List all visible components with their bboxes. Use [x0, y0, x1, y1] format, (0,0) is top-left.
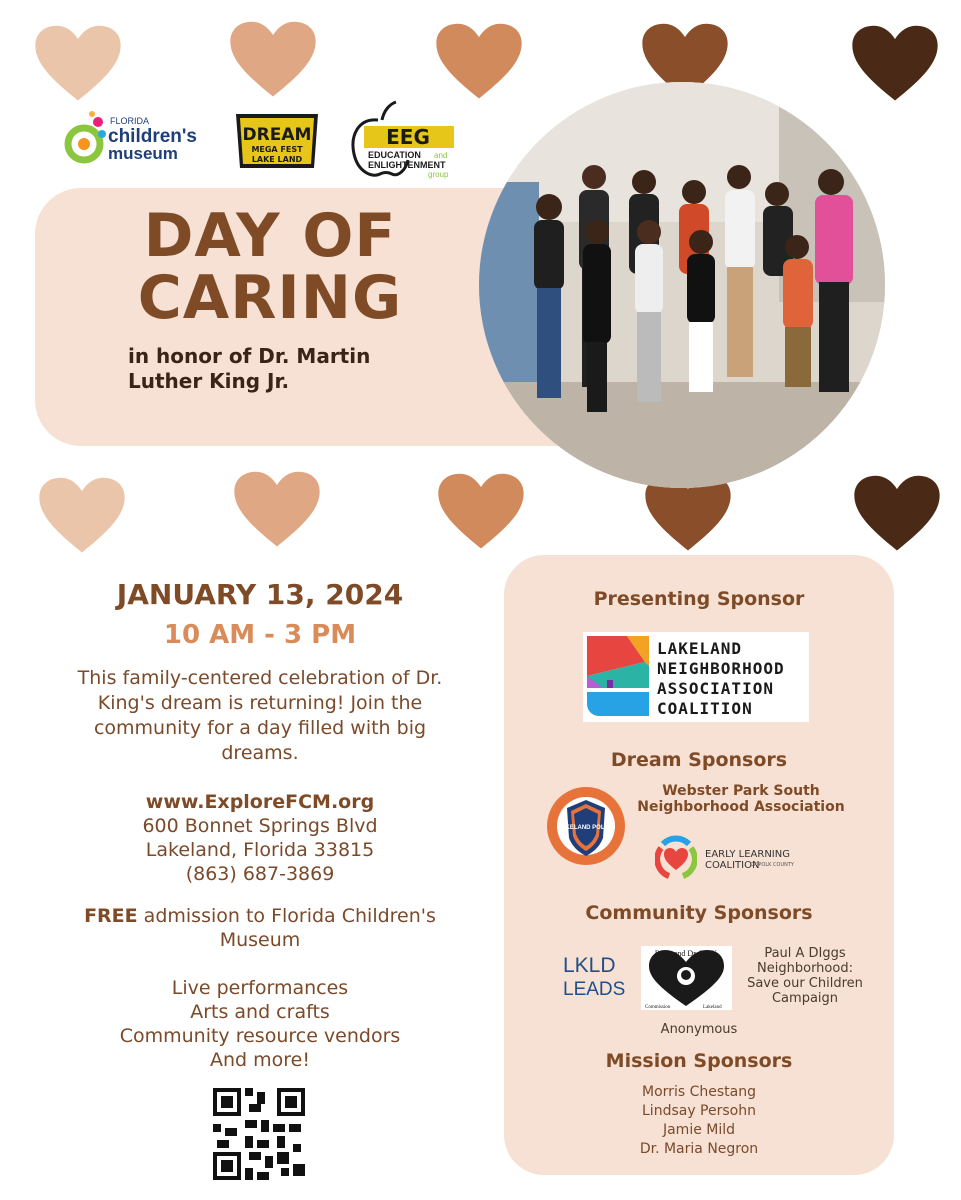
heart-icon [228, 20, 318, 100]
event-date: JANUARY 13, 2024 [116, 578, 404, 611]
page-subtitle: in honor of Dr. Martin Luther King Jr. [128, 344, 371, 393]
fcm-line2: museum [108, 144, 178, 163]
address-line1: 600 Bonnet Springs Blvd [142, 815, 378, 837]
elc-name: EARLY LEARNING COALITION [705, 849, 790, 871]
elc-subname: OF POLK COUNTY [750, 862, 794, 868]
fcm-line1: children's [108, 126, 197, 147]
community-sponsors-heading: Community Sponsors [585, 902, 813, 924]
lkld-text: LKLD [563, 954, 616, 977]
address-line2: Lakeland, Florida 33815 [145, 839, 375, 861]
lnac-logo [583, 632, 809, 722]
event-description: This family-centered celebration of Dr. King's dream is returning! Join the community for a day filled with big dreams. [77, 667, 443, 764]
mission-sponsor: Dr. Maria Negron [639, 1141, 759, 1157]
dream-mega-fest-logo [232, 112, 322, 172]
free-admission [60, 904, 460, 952]
mission-sponsor-list [504, 1083, 894, 1159]
activities-list [60, 976, 460, 1072]
dream-line2: MEGA FEST [251, 145, 303, 154]
eeg-line2: ENLIGHTENMENT [368, 160, 446, 170]
contact-info [60, 790, 460, 886]
elc-logo-mark [655, 832, 697, 882]
free-label: FREE [84, 905, 138, 927]
qr-code[interactable] [213, 1088, 305, 1180]
leads-text: LEADS [563, 979, 625, 998]
mission-sponsor: Jamie Mild [662, 1122, 736, 1138]
lkld-leads-logo [563, 952, 625, 998]
lnac-line2: NEIGHBORHOOD [657, 659, 785, 678]
event-time: 10 AM - 3 PM [163, 620, 357, 650]
mission-sponsor: Morris Chestang [642, 1084, 756, 1100]
eeg-line1: EDUCATION [368, 150, 421, 160]
lakeland-police-badge [545, 780, 627, 872]
mlk-badge-top: Reverend Dr. MLK [654, 949, 718, 958]
dream-sponsors-heading: Dream Sponsors [610, 749, 788, 771]
eeg-mark: EEG [386, 125, 430, 149]
mlk-badge-left: Commission [645, 1005, 671, 1010]
activity-item: Arts and crafts [190, 1001, 330, 1023]
heart-icon [37, 476, 127, 556]
heart-icon [434, 22, 524, 102]
mission-sponsors-heading: Mission Sponsors [605, 1050, 793, 1072]
mission-sponsor: Lindsay Persohn [642, 1103, 756, 1119]
lnac-line3: ASSOCIATION [657, 679, 774, 698]
heart-icon [852, 474, 942, 554]
mlk-badge-right: Lakeland [703, 1005, 722, 1010]
dream-line1: DREAM [242, 125, 312, 145]
eeg-logo [348, 100, 460, 180]
website-link[interactable]: www.ExploreFCM.org [145, 791, 375, 813]
diggs-sponsor: Paul A DIggs Neighborhood: Save our Children Campaign [747, 946, 863, 1006]
group-photo [479, 82, 885, 488]
lnac-line1: LAKELAND [657, 639, 743, 658]
free-text: admission to Florida Children's Museum [137, 905, 436, 951]
heart-icon [850, 24, 940, 104]
heart-icon [33, 24, 123, 104]
presenting-sponsor-heading: Presenting Sponsor [593, 588, 805, 610]
activity-item: And more! [210, 1049, 310, 1071]
webster-park-sponsor: Webster Park South Neighborhood Association [637, 783, 845, 815]
lnac-line4: COALITION [657, 699, 753, 718]
anonymous-sponsor: Anonymous [660, 1022, 738, 1037]
phone-number: (863) 687-3869 [185, 863, 335, 885]
page-title: DAY OF CARING [137, 201, 403, 333]
florida-childrens-museum-logo [62, 108, 207, 168]
eeg-line3: group [428, 170, 449, 179]
police-badge-text: LAKELAND POLICE [557, 825, 615, 831]
dream-line3: LAKE LAND [251, 155, 303, 164]
heart-icon [436, 472, 526, 552]
fcm-small-text: FLORIDA [110, 116, 150, 126]
eeg-line1b: and [434, 151, 448, 160]
mlk-commission-logo [641, 946, 732, 1010]
activity-item: Community resource vendors [119, 1025, 401, 1047]
activity-item: Live performances [171, 977, 349, 999]
heart-icon [232, 470, 322, 550]
